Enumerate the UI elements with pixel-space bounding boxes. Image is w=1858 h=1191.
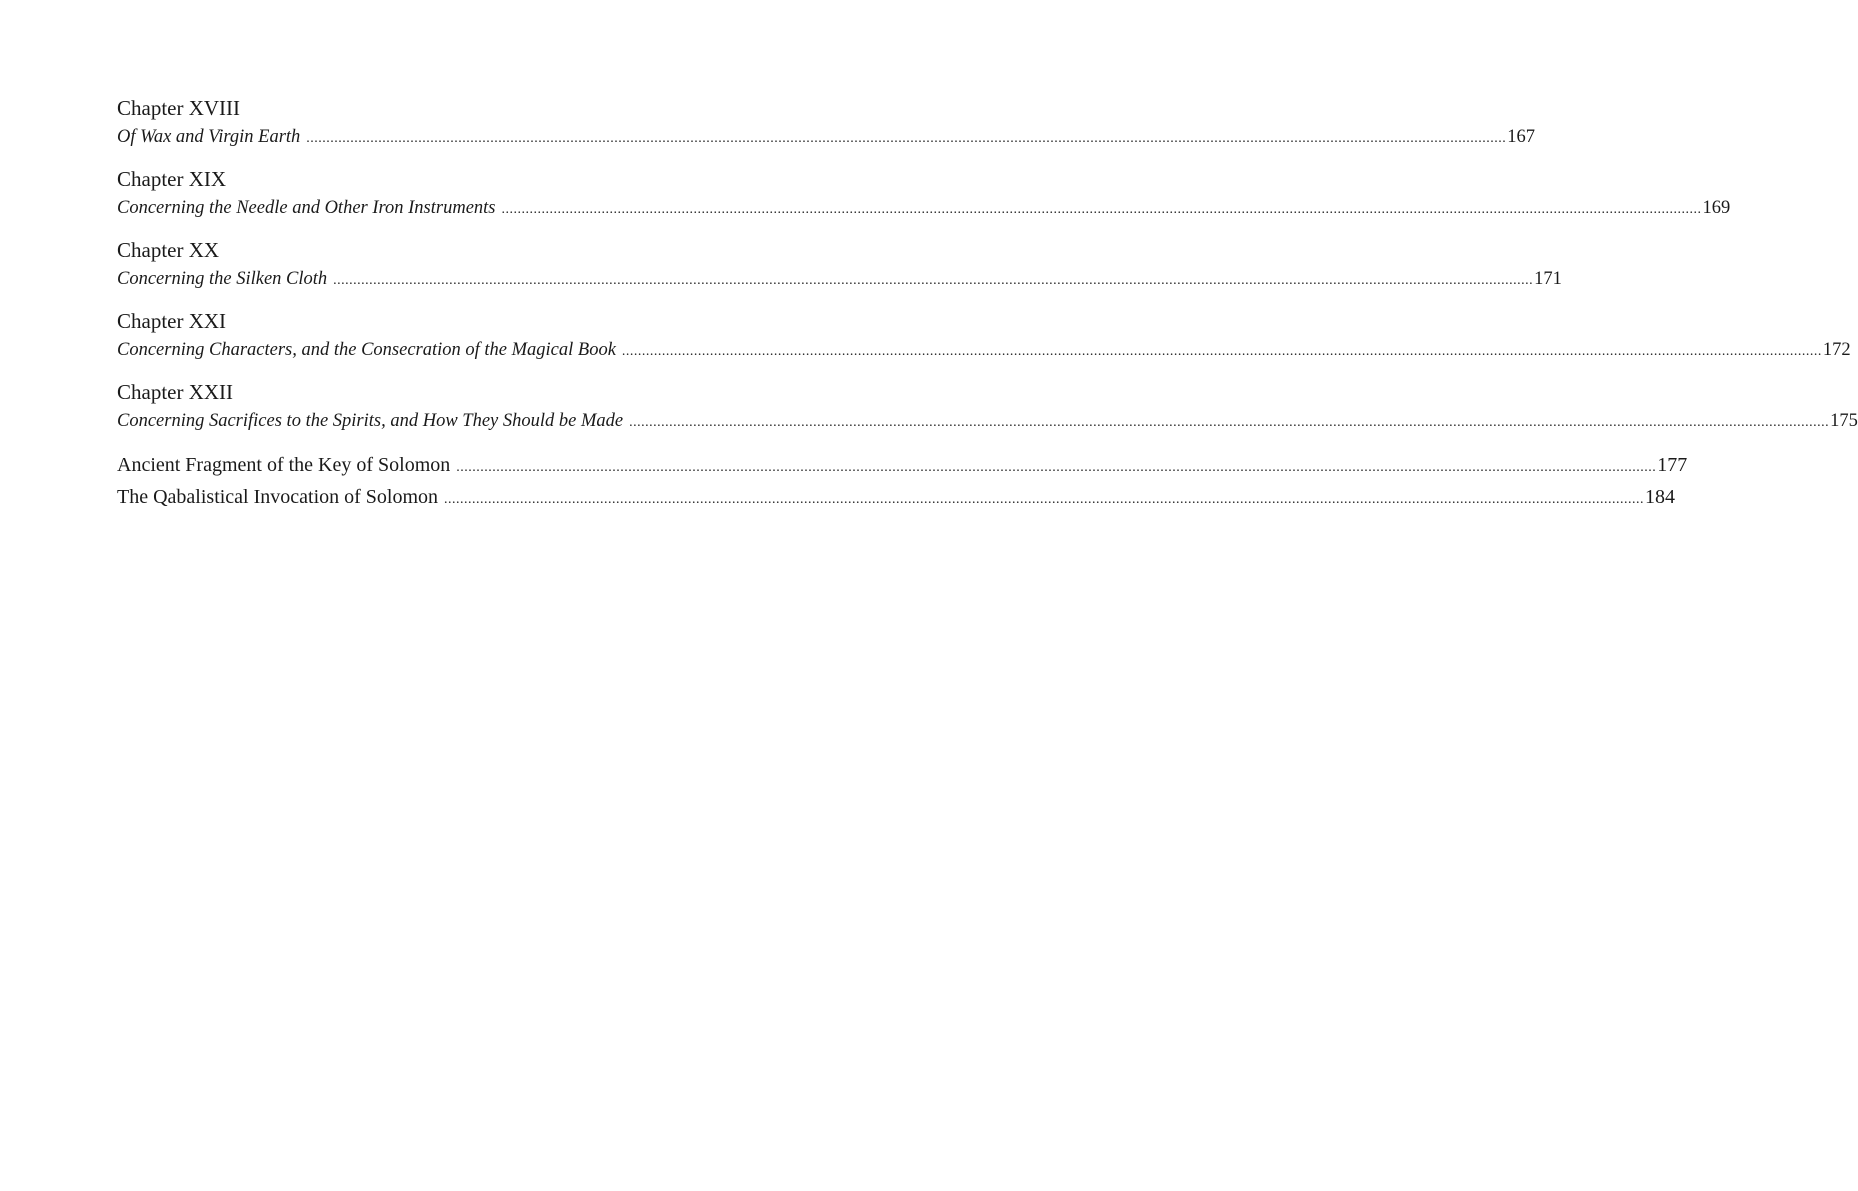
entry-title: The Qabalistical Invocation of Solomon — [117, 486, 439, 508]
dot-leader: ............................................................................................................................................................................................................................................................................................................ — [456, 460, 1657, 475]
table-of-contents — [117, 94, 1858, 513]
toc-entry — [117, 193, 1731, 223]
chapter-heading: Chapter XX — [117, 238, 220, 262]
toc-entry — [117, 481, 1676, 513]
toc-entry — [117, 264, 1562, 294]
entry-title: Concerning the Silken Cloth — [117, 269, 328, 289]
page-number: 167 — [1507, 127, 1536, 147]
dot-leader: ............................................................................................................................................................................................................................................................................................................ — [501, 202, 1702, 217]
page-number: 177 — [1657, 454, 1688, 476]
chapter-heading: Chapter XIX — [117, 167, 227, 191]
dot-leader: ............................................................................................................................................................................................................................................................................................................ — [629, 415, 1830, 430]
toc-appendix-list — [117, 449, 1688, 513]
entry-title: Concerning Sacrifices to the Spirits, and How They Should be Made — [117, 411, 624, 431]
page-number: 171 — [1534, 269, 1562, 289]
page-number: 172 — [1822, 340, 1851, 360]
chapter-heading: Chapter XXI — [117, 309, 227, 333]
dot-leader: ............................................................................................................................................................................................................................................................................................................ — [444, 492, 1645, 507]
toc-chapter-entry — [117, 378, 1858, 436]
dot-leader: ............................................................................................................................................................................................................................................................................................................ — [621, 344, 1822, 359]
toc-entry — [117, 335, 1851, 365]
toc-entry — [117, 122, 1536, 152]
chapter-heading: Chapter XVIII — [117, 96, 241, 120]
entry-title: Of Wax and Virgin Earth — [117, 127, 301, 147]
toc-chapter-entry — [117, 94, 1536, 152]
toc-entry — [117, 406, 1858, 436]
toc-chapter-entry — [117, 307, 1851, 365]
dot-leader: ............................................................................................................................................................................................................................................................................................................ — [333, 273, 1534, 288]
entry-title: Ancient Fragment of the Key of Solomon — [117, 454, 451, 476]
toc-chapter-entry — [117, 236, 1562, 294]
entry-title: Concerning Characters, and the Consecration of the Magical Book — [117, 340, 616, 360]
dot-leader: ............................................................................................................................................................................................................................................................................................................ — [306, 131, 1507, 146]
page-number: 175 — [1830, 411, 1858, 431]
entry-title: Concerning the Needle and Other Iron Instruments — [117, 198, 496, 218]
chapter-heading: Chapter XXII — [117, 380, 234, 404]
page-number: 169 — [1702, 198, 1731, 218]
page-number: 184 — [1645, 486, 1676, 508]
toc-entry — [117, 449, 1688, 481]
toc-chapter-entry — [117, 165, 1731, 223]
